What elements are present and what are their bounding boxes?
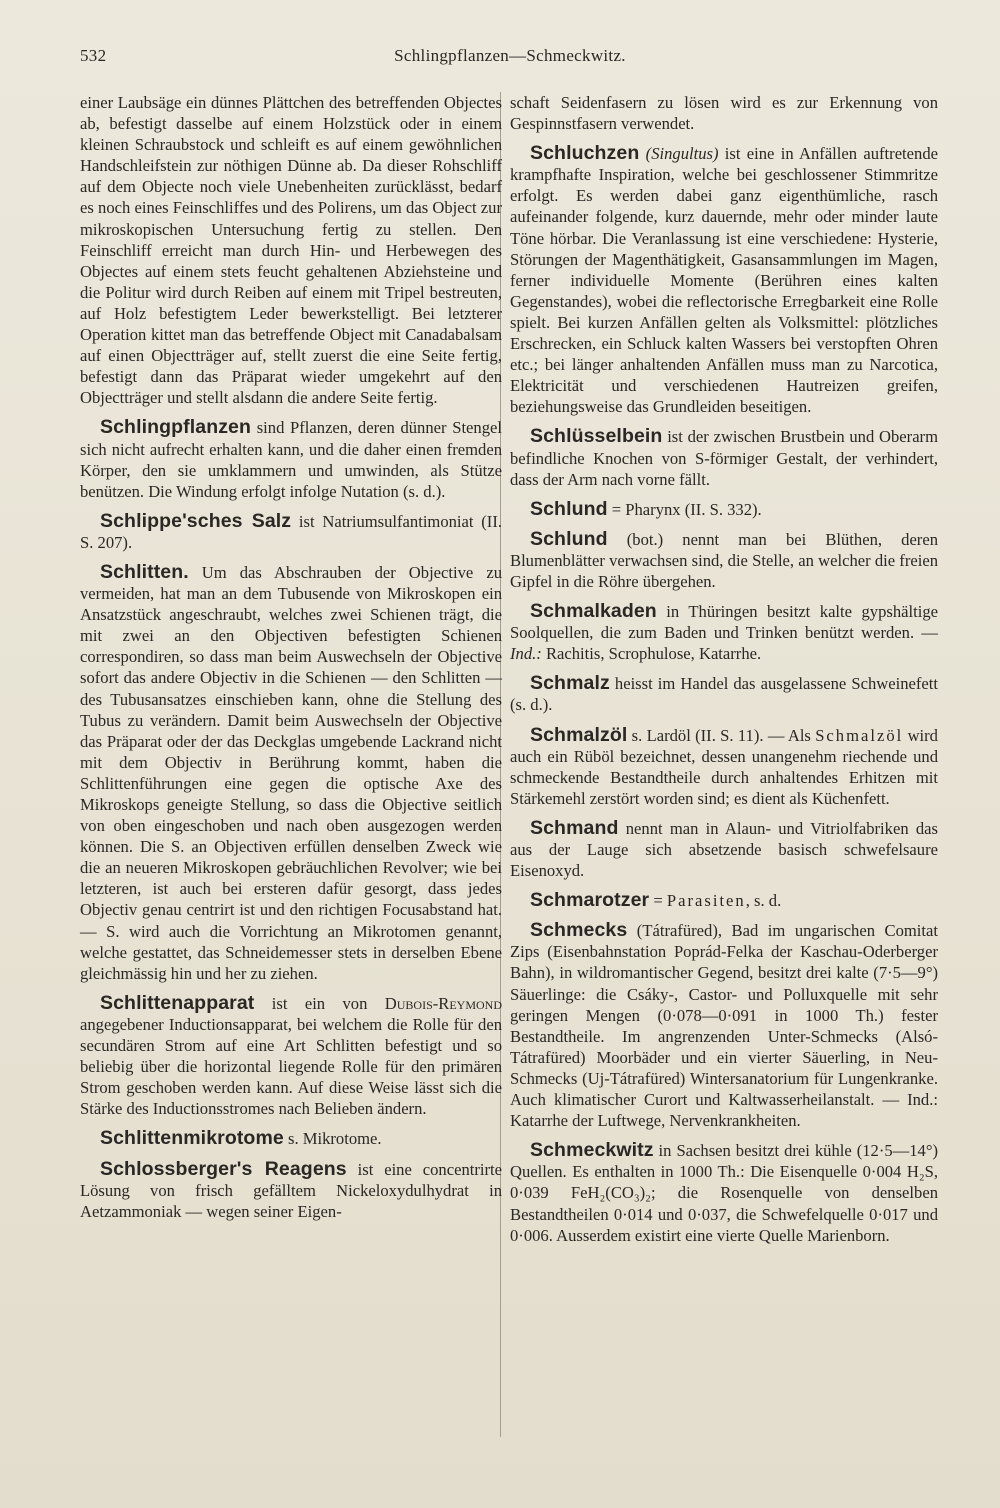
entry-headword: Schmalzöl: [530, 723, 628, 746]
entry-headword: Schmeckwitz: [530, 1139, 654, 1162]
entry-text: Um das Abschrauben der Objective zu vermeiden, hat man an dem Tubusende von Mikroskopen ein Ansatzstück angeschraubt, welches zwei Schienen trägt, die mit zwei an den Objectiven befestigten Schienen correspondiren, so dass man beim Auswechseln der Objective sofort das andere Objectiv in die Schienen — den Schlitten — des Tubusansatzes einschieben kann, ohne die Stellung des Tubus zu verändern. Damit beim Auswechseln der Objective das Präparat oder der das Deckglas umgebende Lackrand nicht mit dem Objectiv in Berührung kommt, haben die Schlittenführungen eine gegen die optische Axe des Mikroskops geneigte Stellung, so dass die Objective seitlich von oben eingeschoben und nach oben ausgezogen werden können. Die S. an Objectiven erfüllen denselben Zweck wie die an neueren Mikroskopen gebräuchlichen Revolver; wie bei letzteren, ist auch bei ersteren dafür gesorgt, dass jedes Objectiv genau centrirt ist und den richtigen Focusabstand hat. — S. wird auch die Vorrichtung an Mikrotomen genannt, welche gestattet, das Schneidemesser stets in derselben Ebene gleichmässig hin und her zu ziehen.: [80, 562, 502, 983]
entry-text: (Tátrafüred), Bad im ungarischen Comitat Zips (Eisenbahnstation Poprád-Felka der Kaschau-Oderberger Bahn), in wildromantischer Gegend, besitzt drei kalte (7·5—9°) Säuerlinge: die Csáky-, Castor- und Polluxquelle mit sehr geringen Mengen (0·078—0·091 in 1000 Th.) fester Bestandtheile. Im angrenzenden Unter-Schmecks (Alsó-Tátrafüred) Moorbäder und ein vierter Säuerling, in Neu-Schmecks (Uj-Tátrafüred) Wintersanatorium für Lungenkranke. Auch klimatischer Curort und Kaltwasserheilanstalt. — Ind.: Katarrhe der Luftwege, Nervenkrankheiten.: [510, 921, 938, 1131]
entry-text: wird auch ein Rüböl bezeichnet, dessen unangenehm riechende und schmeckende Bestandtheile durch anhaltendes Erhitzen mit Stärkemehl zerstört worden sind; es dient als Küchenfett.: [510, 725, 938, 808]
entry-text: ist Natriumsulfantimoniat (II. S. 207).: [80, 511, 503, 552]
entry-text: (bot.) nennt man bei Blüthen, deren Blumenblätter verwachsen sind, die Stelle, an welcher die freien Gipfel in die Röhre übergehen.: [510, 529, 938, 591]
entry-text-tail: Rachitis, Scrophulose, Katarrhe.: [541, 644, 762, 664]
entry-headword: Schluchzen: [530, 142, 640, 165]
entry-headword: Schmecks: [530, 919, 628, 942]
entry-text: ist der zwischen Brustbein und Oberarm befindliche Knochen von S-förmiger Gestalt, der verhindert, dass der Arm nach vorne fällt.: [510, 427, 938, 489]
entry-text: s. Mikrotome.: [283, 1129, 382, 1149]
entry-text: , s. d.: [745, 891, 782, 911]
running-title: Schlingpflanzen—Schmeckwitz.: [394, 46, 626, 65]
entry-schmeckwitz: [510, 1140, 938, 1245]
entry-schlund: [510, 499, 938, 520]
entry-continuation: [80, 92, 502, 408]
entry-headword: Schlittenmikrotome: [100, 1127, 284, 1150]
entry-headword: Schlossberger's Reagens: [100, 1157, 347, 1180]
entry-schlittenapparat: [80, 993, 502, 1120]
entry-schlitten: [80, 562, 502, 984]
spaced-term: Schmalzöl: [815, 725, 904, 745]
left-column: [80, 92, 502, 1231]
page-number: 532: [80, 46, 107, 65]
entry-schmand: [510, 818, 938, 881]
entry-headword: Schmand: [530, 816, 619, 839]
entry-text: = Pharynx (II. S. 332).: [607, 499, 762, 519]
entry-schluchzen: [510, 143, 938, 417]
entry-text: in Sachsen besitzt drei kühle (12·5—14°) Quellen. Es enthalten in 1000 Th.: Die Eisenquelle 0·004 H₂S, 0·039 FeH₂(CO₃)₂; die Rosenquelle von denselben Bestandtheilen 0·014 und 0·037, die Schwefelquelle 0·017 und 0·006. Ausserdem existirt eine vierte Quelle Marienborn.: [510, 1141, 938, 1245]
entry-text: einer Laubsäge ein dünnes Plättchen des betreffenden Objectes ab, befestigt dasselbe auf einem Holzstück oder in einem kleinen Schraubstock und schleift es auf einem gewöhnlichen Handschleifstein zur nöthigen Dünne ab. Da dieser Rohschliff auf dem Objecte noch viele Unebenheiten zurücklässt, bedarf es noch eines Feinschliffes und des Polirens, um das Object zur mikroskopischen Untersuchung fertig zu stellen. Den Feinschliff erreicht man durch Hin- und Herbewegen des Objectes auf einem stets feucht gehaltenen Abziehsteine und die Politur wird durch Reiben auf einem mit Tripel bestreuten, auf Holz befestigtem Leder bewerkstelligt. Bei letzterer Operation kittet man das betreffende Object mit Canadabalsam auf einen Objectträger auf, stellt zuerst die eine Seite fertig, befestigt dann das Präparat wieder umgekehrt auf den Objectträger und stellt alsdann die andere Seite fertig.: [80, 93, 502, 408]
entry-text: nennt man in Alaun- und Vitriolfabriken das aus der Lauge sich absetzende basisch schwefelsaure Eisenoxyd.: [510, 818, 938, 881]
right-column: [510, 92, 938, 1255]
entry-text: sind Pflanzen, deren dünner Stengel sich nicht aufrecht erhalten kann, und die daher einen fremden Körper, den sie umklammern und umwinden, als Stütze benützen. Die Windung erfolgt infolge Nutation (s. d.).: [80, 418, 502, 501]
entry-schluesselbein: [510, 426, 938, 489]
entry-headword: Schlippe'sches Salz: [100, 509, 292, 532]
entry-headword: Schlüsselbein: [530, 425, 663, 448]
entry-text: schaft Seidenfasern zu lösen wird es zur Erkennung von Gespinnstfasern verwendet.: [510, 93, 938, 134]
entry-text: ist eine in Anfällen auftretende krampfhafte Inspiration, welche bei geschlossener Stimmritze erfolgt. Es werden dabei ganz eigenthümliche, rasch aufeinander folgende, kurz dauernde, mehr oder minder laute Töne hörbar. Die Veranlassung ist eine verschiedene: Hysterie, Störungen der Magenthätigkeit, Gasansammlungen im Magen, ferner individuelle Momente (Berühren eines kalten Gegenstandes), wobei die reflectorische Erregbarkeit eine Rolle spielt. Bei kurzen Anfällen gelten als Volksmittel: plötzliches Erschrecken, ein Schluck kalten Wassers bei verstopften Ohren etc.; bei länger anhaltenden Anfällen muss man zu Narcotica, Elektricität und verschiedenen Hautreizen greifen, beziehungsweise das Grundleiden beseitigen.: [510, 144, 938, 417]
entry-headword: Schlingpflanzen: [100, 416, 252, 439]
entry-schlund-bot: [510, 529, 938, 592]
entry-schlippesches-salz: [80, 511, 502, 553]
entry-headword: Schlittenapparat: [100, 991, 255, 1014]
entry-headword: Schlund: [530, 497, 608, 520]
spaced-term: Parasiten: [666, 891, 746, 911]
entry-continuation: [510, 92, 938, 134]
entry-headword: Schlitten.: [100, 560, 189, 583]
entry-schmalzoel: [510, 725, 938, 809]
entry-text-lead: =: [649, 891, 667, 911]
entry-schmecks: [510, 920, 938, 1131]
entry-schmarotzer: [510, 890, 938, 911]
entry-text-lead: s. Lardöl (II. S. 11). — Als: [627, 725, 816, 745]
entry-headword: Schmarotzer: [530, 889, 650, 912]
entry-text: in Thüringen besitzt kalte gypshältige Soolquellen, die zum Baden und Trinken benützt werden. —: [510, 602, 938, 643]
entry-schlittenmikrotome: [80, 1128, 502, 1149]
entry-headword: Schmalz: [530, 672, 610, 695]
entry-headword: Schlund: [530, 527, 608, 550]
entry-text: heisst im Handel das ausgelassene Schweinefett (s. d.).: [510, 674, 938, 715]
page-header: [80, 46, 940, 72]
entry-schlingpflanzen: [80, 417, 502, 501]
entry-indication-label: Ind.:: [510, 644, 542, 664]
entry-text: angegebener Inductionsapparat, bei welchem die Rolle für den secundären Strom auf eine Art Schlitten befestigt und so beliebig über die horizontal liegende Rolle für den primären Strom geschoben werden kann. Auf diese Weise lässt sich die Stärke des Inductionsstromes nach Belieben ändern.: [80, 1014, 502, 1119]
author-name: Dubois-Reymond: [384, 993, 502, 1013]
entry-latin-name: (Singultus): [645, 144, 719, 164]
entry-schmalz: [510, 673, 938, 715]
entry-text: ist eine concentrirte Lösung von frisch gefälltem Nickeloxydulhydrat in Aetzammoniak — wegen seiner Eigen-: [80, 1159, 502, 1221]
entry-headword: Schmalkaden: [530, 600, 657, 623]
entry-schmalkaden: [510, 601, 938, 664]
entry-schlossbergers-reagens: [80, 1159, 502, 1222]
entry-text-lead: ist ein von: [254, 993, 385, 1013]
